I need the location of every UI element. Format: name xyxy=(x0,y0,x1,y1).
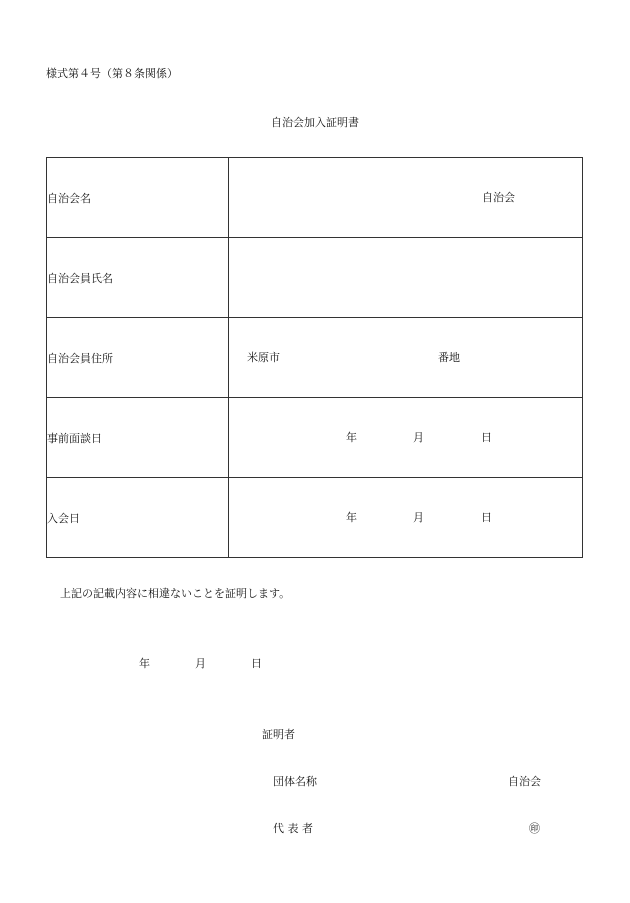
address-city: 米原市 xyxy=(247,351,280,364)
label-association-name: 自治会名 xyxy=(47,158,229,238)
association-suffix: 自治会 xyxy=(482,191,515,204)
table-row xyxy=(47,238,583,318)
interview-day: 日 xyxy=(481,431,492,444)
label-join-date: 入会日 xyxy=(47,478,229,558)
org-name-label: 団体名称 xyxy=(273,775,317,788)
certifier-heading: 証明者 xyxy=(262,728,295,741)
cert-date-day: 日 xyxy=(251,657,262,670)
label-member-name: 自治会員氏名 xyxy=(47,238,229,318)
table-row xyxy=(47,478,583,558)
join-month: 月 xyxy=(413,511,424,524)
table-row xyxy=(47,158,583,238)
interview-month: 月 xyxy=(413,431,424,444)
join-year: 年 xyxy=(346,511,357,524)
cert-date-month: 月 xyxy=(195,657,206,670)
join-day: 日 xyxy=(481,511,492,524)
join-date-field[interactable] xyxy=(229,478,583,558)
form-number: 様式第４号（第８条関係） xyxy=(46,67,178,80)
label-member-address: 自治会員住所 xyxy=(47,318,229,398)
interview-year: 年 xyxy=(346,431,357,444)
member-name-field[interactable] xyxy=(229,238,583,318)
cert-date-year: 年 xyxy=(139,657,150,670)
representative-label: 代 表 者 xyxy=(273,822,313,835)
table-row xyxy=(47,398,583,478)
statement-text: 上記の記載内容に相違ないことを証明します。 xyxy=(60,587,291,600)
certificate-table xyxy=(46,157,583,558)
table-row xyxy=(47,318,583,398)
document-title: 自治会加入証明書 xyxy=(271,116,359,129)
org-name-suffix: 自治会 xyxy=(508,775,541,788)
interview-date-field[interactable] xyxy=(229,398,583,478)
seal-mark: ㊞ xyxy=(529,822,540,835)
association-name-field[interactable] xyxy=(229,158,583,238)
member-address-field[interactable] xyxy=(229,318,583,398)
label-interview-date: 事前面談日 xyxy=(47,398,229,478)
address-banchi: 番地 xyxy=(438,351,460,364)
